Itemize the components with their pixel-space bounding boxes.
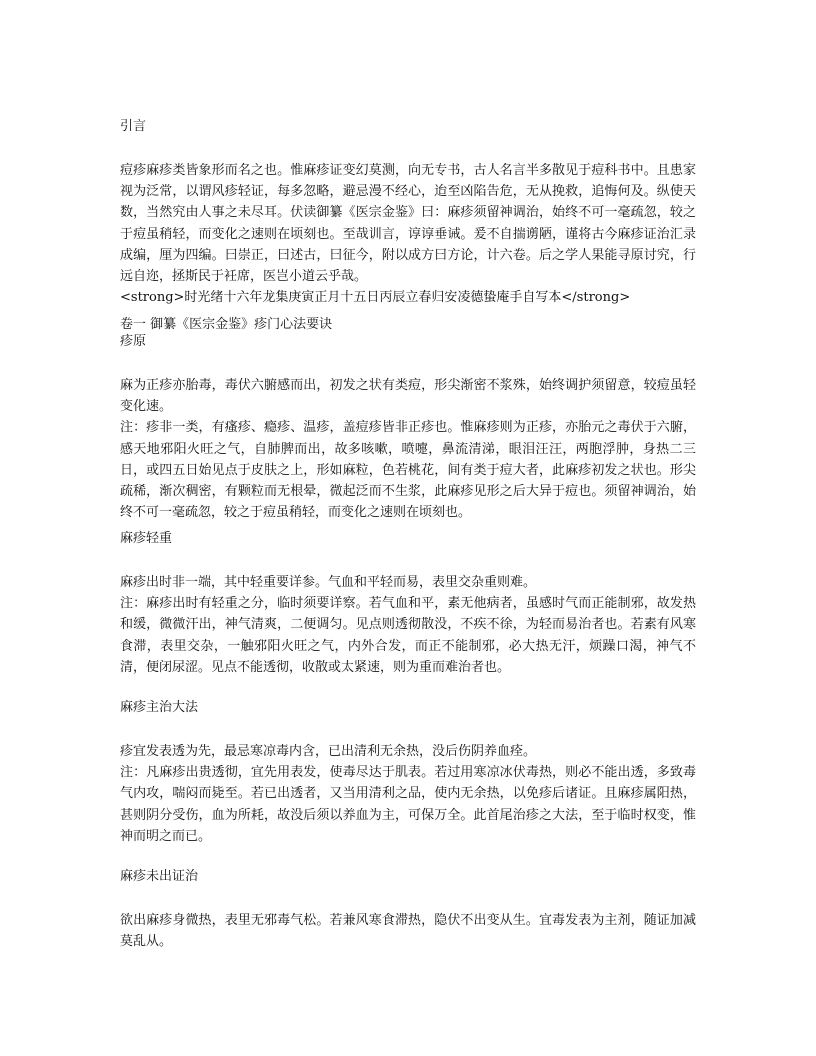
intro-paragraph: 痘疹麻疹类皆象形而名之也。惟麻疹证变幻莫测，向无专书，古人名言半多散见于痘科书中。且患家视为泛常，以谓风疹轻证，每多忽略，避忌漫不经心，迨至凶陷告危，无从挽救，追悔何及。纵使天数，当然究由人事之未尽耳。伏读御纂《医宗金鉴》曰：麻疹须留神调治，始终不可一毫疏忽，较之于痘虽稍轻，而变化之速则在顷刻也。至哉训言，谆谆垂诫。爰不自揣谫陋，谨将古今麻疹证治汇录成编，厘为四编。曰崇正，曰述古，曰征今，附以成方曰方论，计六卷。后之学人果能寻原讨究，行远自迩，拯斯民于衽席，医岂小道云乎哉。 — [120, 163, 696, 285]
section-body — [120, 572, 696, 678]
section-note: 注：疹非一类，有瘙疹、瘾疹、温疹，盖痘疹皆非正疹也。惟麻疹则为正疹，亦胎元之毒伏于六腑，感天地邪阳火旺之气，自肺脾而出，故多咳嗽，喷嚏，鼻流清涕，眼泪汪汪，两胞浮肿，身热二三日，或四五日始见点于皮肤之上，形如麻粒，色若桃花，间有类于痘大者，此麻疹初发之状也。形尖疏稀，渐次稠密，有颗粒而无根晕，微起泛而不生浆，此麻疹见形之后大异于痘也。须留神调治，始终不可一毫疏忽，较之于痘虽稍轻，而变化之速则在顷刻也。 — [120, 420, 696, 521]
section-body — [120, 910, 696, 952]
section-heading: 麻疹主治大法 — [120, 700, 199, 715]
section-verse: 麻疹出时非一端，其中轻重要详参。气血和平轻而易，表里交杂重则难。 — [120, 575, 537, 590]
volume-title: 卷一 御纂《医宗金鉴》疹门心法要诀 — [120, 317, 333, 332]
section-verse: 疹宜发表透为先，最忌寒凉毒内含，已出清利无余热，没后伤阴养血痊。 — [120, 744, 537, 759]
intro-signature: <strong>时光绪十六年龙集庚寅正月十五日丙辰立春归安凌德蛰庵手自写本</strong> — [120, 290, 631, 306]
section-heading: 麻疹轻重 — [120, 531, 173, 546]
section-body — [120, 375, 696, 523]
intro-heading: 引言 — [120, 119, 147, 134]
section-verse: 麻为正疹亦胎毒，毒伏六腑感而出，初发之状有类痘，形尖渐密不浆殊，始终调护须留意，较痘虽轻变化速。 — [120, 378, 696, 415]
section-heading: 疹原 — [120, 334, 147, 349]
section-verse: 欲出麻疹身微热，表里无邪毒气松。若兼风寒食滞热，隐伏不出变从生。宜毒发表为主剂，随证加减莫乱从。 — [120, 913, 696, 950]
intro-body — [120, 160, 696, 308]
section-heading: 麻疹未出证治 — [120, 869, 199, 884]
section-note: 注：凡麻疹出贵透彻，宜先用表发，使毒尽达于肌表。若过用寒凉冰伏毒热，则必不能出透，多致毒气内攻，喘闷而毙至。若已出透者，又当用清利之品，使内无余热，以免疹后诸证。且麻疹属阳热，甚则阴分受伤，血为所耗，故没后须以养血为主，可保万全。此首尾治疹之大法，至于临时权变，惟神而明之而已。 — [120, 765, 696, 844]
section-body — [120, 741, 696, 847]
section-note: 注：麻疹出时有轻重之分，临时须要详察。若气血和平，素无他病者，虽感时气而正能制邪，故发热和缓，微微汗出，神气清爽，二便调匀。见点则透彻散没，不疾不徐，为轻而易治者也。若素有风寒食滞，表里交杂，一触邪阳火旺之气，内外合发，而正不能制邪，必大热无汗，烦躁口渴，神气不清，便闭尿涩。见点不能透彻，收散或太紧速，则为重而难治者也。 — [120, 596, 696, 675]
